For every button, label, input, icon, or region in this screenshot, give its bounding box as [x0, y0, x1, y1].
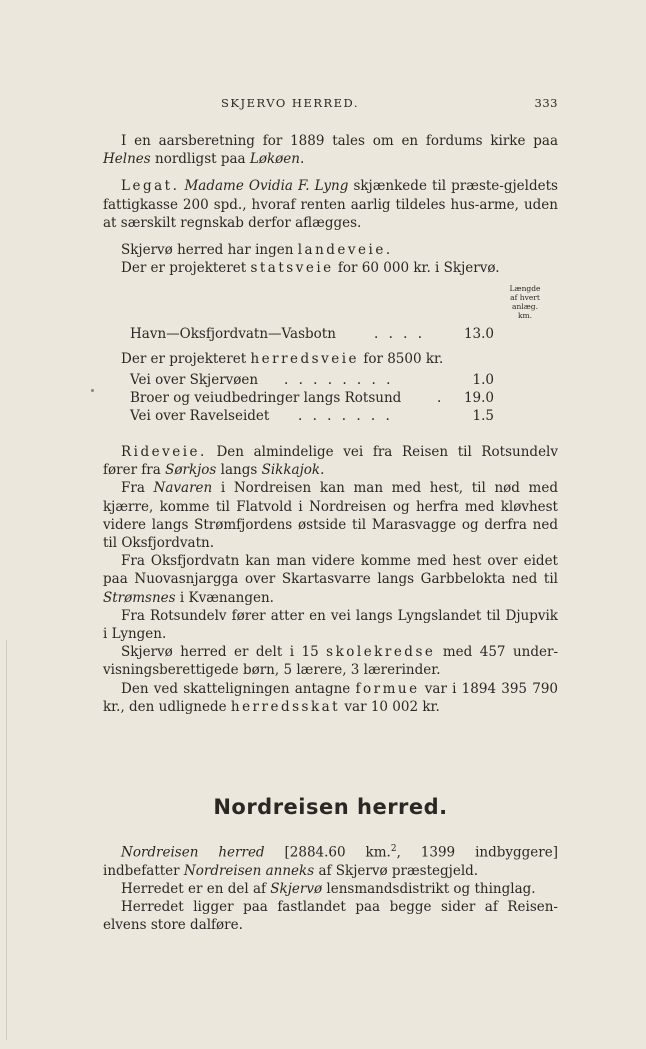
page-edge-line — [6, 640, 7, 1040]
state-road-row: Havn—Oksfjordvatn—Vasbotn . . . . 13.0 — [130, 326, 494, 342]
paragraph-herredsveie: Der er projekteret herredsveie for 8500 kr. — [121, 351, 444, 367]
paragraph-formue: Den ved skatteligningen antagne formue var i 1894 395 790 kr., den udlignede herredsskat var 10 002 kr. — [103, 680, 559, 715]
district-road-row: Broer og veiudbedringer langs Rotsund . 19.0 — [130, 390, 494, 406]
header-title: SKJERVO HERRED. — [221, 96, 360, 110]
paragraph-church: I en aarsberetning for 1889 tales om en fordums kirke paa Helnes nordligst paa Løkøen. — [103, 133, 558, 168]
length-column-header: Længde af hvert anlæg. km. — [509, 284, 541, 320]
paragraph-navaren: Fra Navaren i Nordreisen kan man med hest, til nød med kjærre, komme til Flatvold i Nordreisen og herfra med kløvhest videre langs Strømfjordens østside til Marasvagge og derfra ned til Oksfjordvatn. — [103, 480, 558, 552]
paragraph-rideveie: Rideveie. Den almindelige vei fra Reisen til Rotsundelv fører fra Sørkjos langs Sikkajok. — [103, 444, 558, 479]
page-number: 333 — [534, 96, 558, 110]
running-header — [103, 96, 558, 112]
paragraph-lensmandsdistrikt: Herredet er en del af Skjervø lensmandsdistrikt og thinglag. — [121, 880, 536, 897]
paragraph-nordreisen-intro: Nordreisen herred [2884.60 km.$^2$, 1399 indbyggere] indbefatter Nordreisen anneks af Skjervø præstegjeld. — [103, 844, 558, 879]
paragraph-dalfore: Herredet ligger paa fastlandet paa begge sider af Reisen-elvens store dalføre. — [103, 899, 558, 934]
paragraph-rotsundelv: Fra Rotsundelv fører atter en vei langs Lyngslandet til Djupvik i Lyngen. — [103, 607, 558, 643]
paragraph-legat: Legat. Madame Ovidia F. Lyng skjænkede til præste-gjeldets fattigkasse 200 spd., hvoraf renten aarlig tildeles hus-arme, uden at særskilt regnskab derfor aflægges. — [103, 178, 558, 231]
paragraph-landeveie: Skjervø herred har ingen landeveie. — [121, 242, 391, 259]
text-block-4 — [103, 840, 558, 935]
district-road-row: Vei over Ravelseidet . . . . . . . 1.5 — [130, 408, 494, 424]
paragraph-skolekredse: Skjervø herred er delt i 15 skolekredse med 457 under-visningsberettigede børn, 5 lærere, 3 lærerinder. — [103, 644, 559, 679]
paragraph-statsveie: Der er projekteret statsveie for 60 000 kr. i Skjervø. — [121, 260, 500, 277]
text-block-1 — [103, 132, 558, 277]
text-block-3 — [103, 443, 558, 716]
district-road-row: Vei over Skjervøen . . . . . . . . 1.0 — [130, 372, 494, 388]
paragraph-oksfjordvatn: Fra Oksfjordvatn kan man videre komme med hest over eidet paa Nuovasnjargga over Skartasvarre langs Garbbelokta ned til Strømsnes i Kvænangen. — [103, 553, 558, 606]
section-title: Nordreisen herred. — [213, 795, 448, 819]
print-speck — [91, 389, 94, 392]
text-block-2 — [103, 350, 558, 368]
